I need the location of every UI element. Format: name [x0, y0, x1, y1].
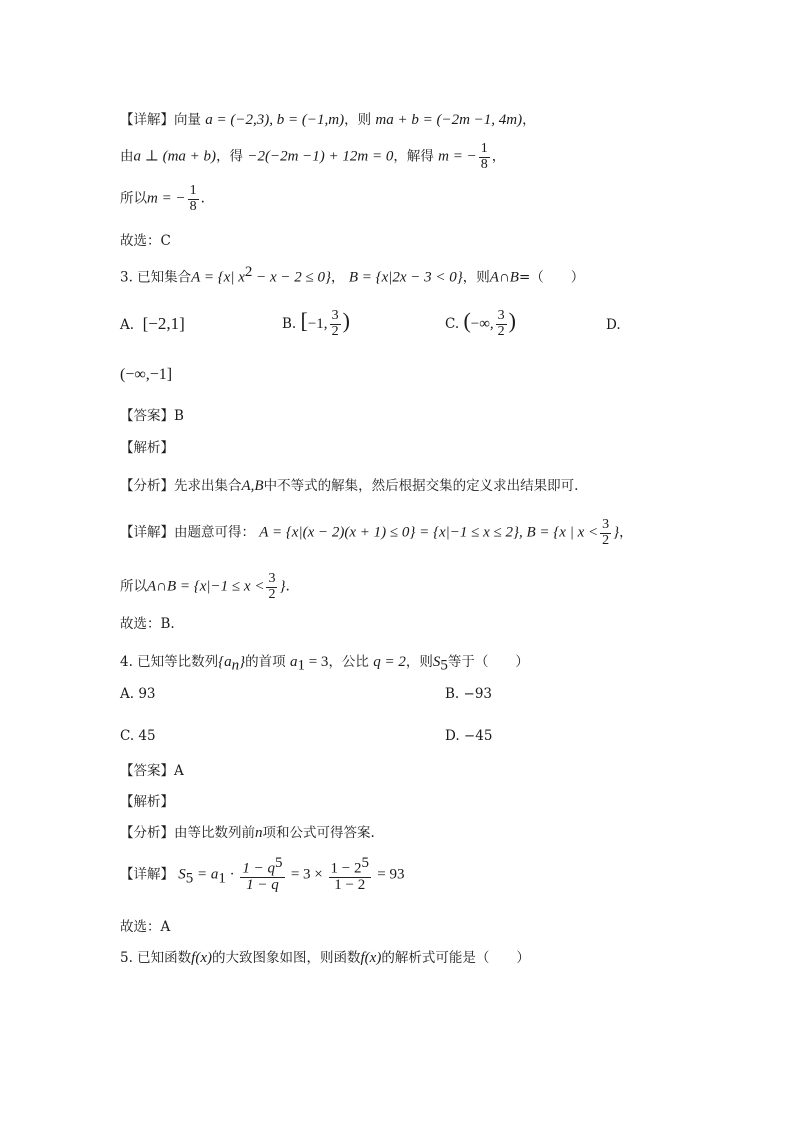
math-perp: a ⊥ (ma + b) — [133, 148, 217, 165]
math-equation: −2(−2m −1) + 12m = 0 — [247, 148, 394, 165]
question-4: 4. 已知等比数列$\{a_n\}$的首项 $a_1 = 3$，公比 q = 2，则$S_5$等于（ ） — [120, 654, 529, 674]
fraction: $\frac{1}{8}$ — [480, 141, 488, 172]
choice-c-line: 故选：C — [120, 233, 171, 249]
choice-3: 故选：B. — [120, 616, 175, 632]
answer-3: 【答案】B — [120, 408, 184, 424]
fraction: $\frac{1}{8}$ — [189, 183, 197, 214]
choice-4: 故选：A — [120, 919, 171, 935]
q4-option-b: B. −93 — [445, 686, 492, 702]
detail-4: 【详解】 $S_5 = a_1$ · $\frac{1 - q^5}{1 - q}$ = 3 × $\frac{1 - 2^5}{1 - 2}$ = 93 — [120, 855, 405, 894]
q3-option-c: C. (−∞, $\frac{3}{2}$ ) — [445, 308, 516, 339]
q4-option-d: D. −45 — [445, 728, 493, 744]
question-3: 3. 已知集合A = {x| $x^2 - x - 2 \le 0$}， B = {x|2x − 3 < 0}，则A∩B=（ ） — [120, 264, 585, 286]
answer-4: 【答案】A — [120, 763, 184, 779]
q4-option-c: C. 45 — [120, 728, 156, 744]
detail-tag: 【详解】 — [120, 112, 174, 128]
analysis-3: 【解析】 — [120, 440, 174, 456]
analysis-text-3: 【分析】先求出集合A,B中不等式的解集，然后根据交集的定义求出结果即可. — [120, 478, 579, 494]
detail-line-vector: 【详解】向量 a = (−2,3), b = (−1,m)，则 ma + b = (−2m −1, 4m)， — [120, 112, 536, 128]
q3-option-d-value: (−∞,−1] — [120, 366, 173, 383]
detail-3: 【详解】由题意可得： A = {x|(x − 2)(x + 1) ≤ 0} = {x|−1 ≤ x ≤ 2}, B = {x | x < $\frac{3}{2}$ }， — [120, 517, 633, 548]
q3-option-b: B. [−1, $\frac{3}{2}$ ) — [282, 308, 350, 339]
q4-option-a: A. 93 — [120, 686, 156, 702]
question-5: 5. 已知函数f(x)的大致图象如图，则函数f(x)的解析式可能是（ ） — [120, 950, 530, 966]
math-sum: ma + b = (−2m −1, 4m) — [375, 112, 523, 128]
q3-option-a: A. [−2,1] — [120, 314, 185, 333]
analysis-4: 【解析】 — [120, 794, 174, 810]
so-3: 所以A∩B = {x|−1 ≤ x < $\frac{3}{2}$ }. — [120, 571, 290, 602]
detail-line-result: 所以m = − $\frac{1}{8}$ . — [120, 183, 205, 214]
math-vectors: a = (−2,3), b = (−1,m) — [205, 112, 345, 128]
q3-option-d-label: D. — [606, 317, 621, 333]
analysis-text-4: 【分析】由等比数列前n项和公式可得答案. — [120, 825, 375, 841]
detail-line-perp: 由a ⊥ (ma + b)，得 −2(−2m −1) + 12m = 0，解得 m = − $\frac{1}{8}$ ， — [120, 141, 506, 172]
